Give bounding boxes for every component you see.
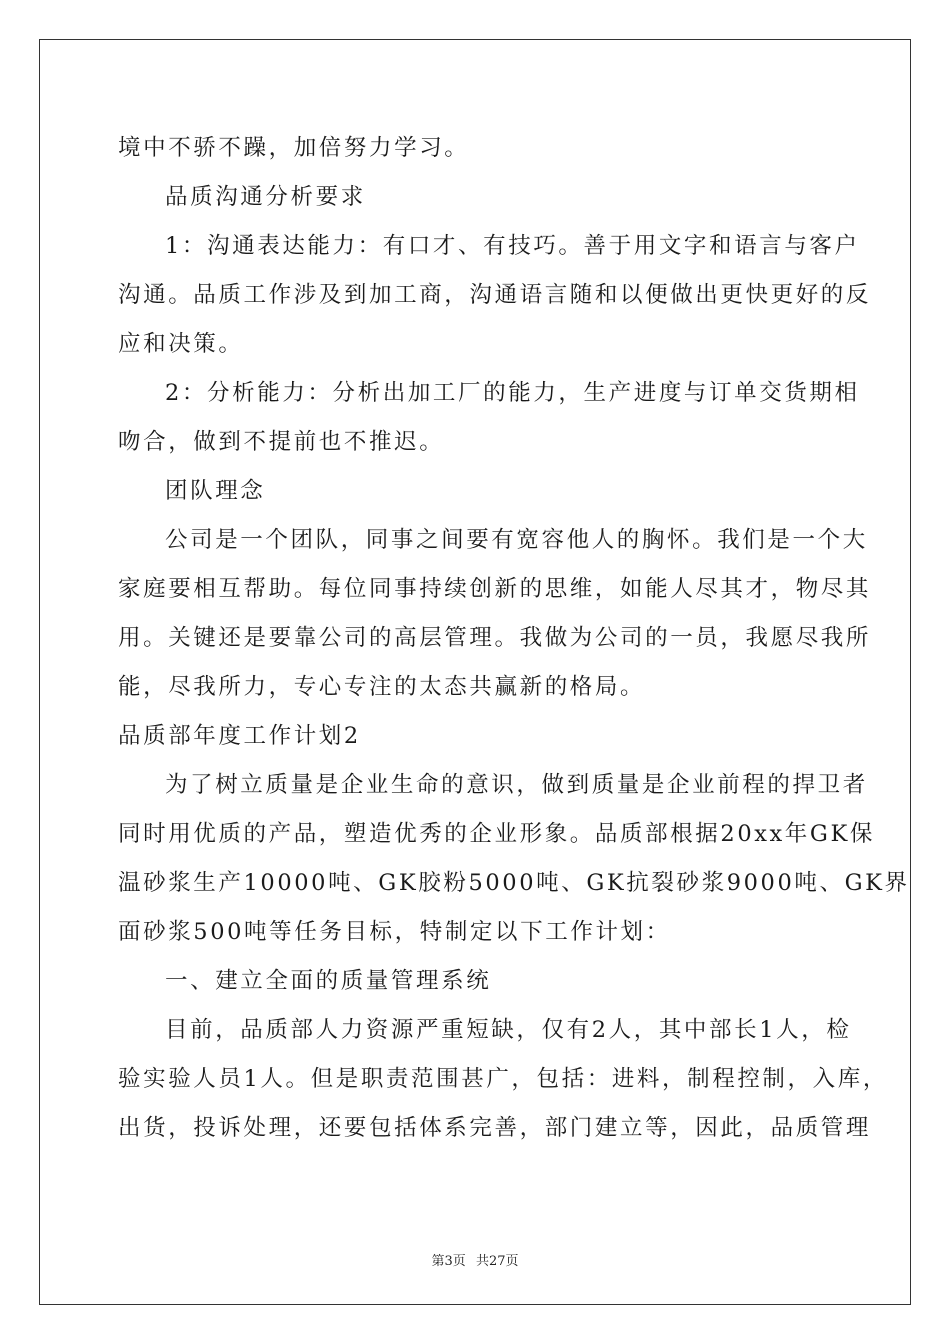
text-line: 出货，投诉处理，还要包括体系完善，部门建立等，因此，品质管理 — [118, 1115, 872, 1141]
text-line: 家庭要相互帮助。每位同事持续创新的思维，如能人尽其才，物尽其 — [118, 576, 872, 602]
section-heading: 一、建立全面的质量管理系统 — [165, 968, 492, 994]
document-body — [118, 124, 910, 1153]
text-line: 沟通。品质工作涉及到加工商，沟通语言随和以便做出更快更好的反 — [118, 282, 872, 308]
text-line: 温砂浆生产10000吨、GK胶粉5000吨、GK抗裂砂浆9000吨、GK界 — [118, 870, 910, 896]
section-heading: 团队理念 — [165, 478, 266, 504]
page-number: 第3页 — [431, 1254, 466, 1269]
text-line: 目前，品质部人力资源严重短缺，仅有2人，其中部长1人，检 — [165, 1017, 852, 1043]
text-line: 公司是一个团队，同事之间要有宽容他人的胸怀。我们是一个大 — [165, 527, 868, 553]
text-line: 境中不骄不躁，加倍努力学习。 — [118, 135, 470, 161]
text-line: 吻合，做到不提前也不推迟。 — [118, 429, 445, 455]
text-line: 用。关键还是要靠公司的高层管理。我做为公司的一员，我愿尽我所 — [118, 625, 872, 651]
text-line: 能，尽我所力，专心专注的太态共赢新的格局。 — [118, 674, 646, 700]
page-footer — [0, 1250, 950, 1269]
text-line: 1：沟通表达能力：有口才、有技巧。善于用文字和语言与客户 — [165, 233, 860, 259]
text-line: 同时用优质的产品，塑造优秀的企业形象。品质部根据20xx年GK保 — [118, 821, 875, 847]
text-line: 验实验人员1人。但是职责范围甚广，包括：进料，制程控制，入库， — [118, 1066, 888, 1092]
text-line: 应和决策。 — [118, 331, 244, 357]
text-line: 为了树立质量是企业生命的意识，做到质量是企业前程的捍卫者 — [165, 772, 868, 798]
document-title: 品质部年度工作计划2 — [118, 723, 361, 749]
text-line: 面砂浆500吨等任务目标，特制定以下工作计划： — [118, 919, 671, 945]
text-line: 2：分析能力：分析出加工厂的能力，生产进度与订单交货期相 — [165, 380, 860, 406]
section-heading: 品质沟通分析要求 — [165, 184, 366, 210]
page-total: 共27页 — [475, 1254, 519, 1269]
